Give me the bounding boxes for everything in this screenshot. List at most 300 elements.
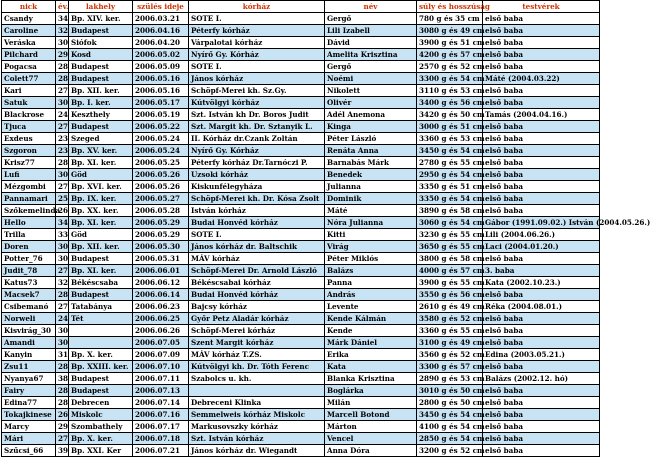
baby-name-cell: Boglárka	[325, 385, 417, 397]
birth-date-cell: 2006.07.09	[133, 349, 189, 361]
nick-header: nick	[2, 1, 56, 13]
residence-cell: Bp. XIV. ker.	[69, 13, 133, 25]
age-cell: 28	[56, 385, 69, 397]
siblings-header: testvérek	[483, 1, 600, 13]
birth-date-cell: 2006.05.24	[133, 133, 189, 145]
hospital-header: kórház	[189, 1, 325, 13]
baby-name-cell: Balázs	[325, 265, 417, 277]
residence-cell: Budapest	[69, 25, 133, 37]
table-row	[2, 145, 600, 157]
age-cell: 27	[56, 181, 69, 193]
birth-date-cell: 2006.07.10	[133, 361, 189, 373]
hospital-cell: Békéscsabai kórház	[189, 277, 325, 289]
table-row	[2, 253, 600, 265]
siblings-cell: Balázs (2002.12. hó)	[483, 373, 600, 385]
nick-cell: Tjuca	[2, 121, 56, 133]
residence-cell: Budapest	[69, 253, 133, 265]
hospital-cell	[189, 385, 325, 397]
hospital-cell: II. Kórház dr.Czank Zoltán	[189, 133, 325, 145]
siblings-cell: első baba	[483, 253, 600, 265]
age-cell: 30	[56, 169, 69, 181]
baby-name-cell: Márton	[325, 421, 417, 433]
hospital-cell: SOTE I.	[189, 61, 325, 73]
residence-cell: Békéscsaba	[69, 277, 133, 289]
table-row	[2, 301, 600, 313]
baby-name-cell: Noémi	[325, 73, 417, 85]
age-cell: 27	[56, 85, 69, 97]
weight-length-cell: 3360 g és 55 cm	[417, 325, 483, 337]
weight-length-cell: 3110 g és 53 cm	[417, 85, 483, 97]
hospital-cell: János kórház dr. Baltschik	[189, 241, 325, 253]
table-row	[2, 181, 600, 193]
age-cell: 33	[56, 229, 69, 241]
nick-cell: Szgoron	[2, 145, 56, 157]
age-cell: 28	[56, 61, 69, 73]
residence-cell: Budapest	[69, 73, 133, 85]
birth-date-cell: 2006.05.29	[133, 229, 189, 241]
baby-name-cell: Adél Anemona	[325, 109, 417, 121]
age-cell: 30	[56, 241, 69, 253]
nick-cell: Macsek7	[2, 289, 56, 301]
table-row	[2, 121, 600, 133]
hospital-cell: Schöpf-Merei kórház	[189, 325, 325, 337]
birth-date-cell: 2006.05.28	[133, 205, 189, 217]
weight-length-cell: 3080 g és 49 cm	[417, 25, 483, 37]
weight-length-cell: 3000 g és 51 cm	[417, 121, 483, 133]
residence-cell: Bp. XX. ker.	[69, 205, 133, 217]
hospital-cell: Várpalotai kórház	[189, 37, 325, 49]
age-cell: 30	[56, 253, 69, 265]
siblings-cell: első baba	[483, 97, 600, 109]
residence-cell: Bp. XI. ker.	[69, 157, 133, 169]
hospital-cell: MÁV kórház T.ZS.	[189, 349, 325, 361]
nick-cell: Mézgombi	[2, 181, 56, 193]
table-row	[2, 421, 600, 433]
residence-cell: Keszthely	[69, 109, 133, 121]
nick-cell: Csandy	[2, 13, 56, 25]
nick-cell: Nyanya67	[2, 373, 56, 385]
birth-date-cell: 2006.03.21	[133, 13, 189, 25]
nick-cell: Kari	[2, 85, 56, 97]
baby-name-cell: Dominik	[325, 193, 417, 205]
age-cell: 28	[56, 73, 69, 85]
hospital-cell: Semmelweis kórház Miskolc	[189, 409, 325, 421]
siblings-cell: első baba	[483, 433, 600, 445]
age-cell: 23	[56, 145, 69, 157]
residence-cell: Göd	[69, 229, 133, 241]
age-header: év.	[56, 1, 69, 13]
siblings-cell: Lili (2004.06.26.)	[483, 229, 600, 241]
baby-name-cell: Nóra Julianna	[325, 217, 417, 229]
siblings-cell: első baba	[483, 169, 600, 181]
birth-date-cell: 2006.05.31	[133, 253, 189, 265]
birth-date-cell: 2006.05.27	[133, 193, 189, 205]
siblings-cell: első baba	[483, 181, 600, 193]
siblings-cell: első baba	[483, 385, 600, 397]
residence-cell: Bp. XII. ker.	[69, 241, 133, 253]
births-table	[1, 0, 650, 457]
baby-name-cell: Benedek	[325, 169, 417, 181]
hospital-cell: Péterfy kórház	[189, 25, 325, 37]
table-row	[2, 445, 600, 457]
nick-cell: Lufi	[2, 169, 56, 181]
nick-cell: Trilla	[2, 229, 56, 241]
baby-name-cell: Máté	[325, 205, 417, 217]
table-row	[2, 85, 600, 97]
residence-cell	[69, 325, 133, 337]
age-cell: 31	[56, 349, 69, 361]
table-row	[2, 157, 600, 169]
siblings-cell: Tamás (2004.04.16.)	[483, 109, 600, 121]
siblings-cell: Kata (2002.10.23.)	[483, 277, 600, 289]
siblings-cell: Laci (2004.01.20.)	[483, 241, 600, 253]
birth-date-cell: 2006.05.26	[133, 169, 189, 181]
birth-date-cell: 2006.07.16	[133, 409, 189, 421]
baby-name-cell: Virág	[325, 241, 417, 253]
nick-cell: Mári	[2, 433, 56, 445]
hospital-cell: Kiskunfélegyháza	[189, 181, 325, 193]
weight-length-cell: 2890 g és 53 cm	[417, 373, 483, 385]
weight-length-cell: 2570 g és 52 cm	[417, 61, 483, 73]
residence-cell: Miskolc	[69, 409, 133, 421]
baby-name-cell: Kinga	[325, 121, 417, 133]
nick-cell: Krisz77	[2, 157, 56, 169]
age-cell: 39	[56, 445, 69, 457]
hospital-cell: Schöpf-Merei Dr. Arnold László	[189, 265, 325, 277]
birth-date-cell: 2006.07.11	[133, 373, 189, 385]
baby-name-header: név	[325, 1, 417, 13]
weight-length-cell: 3900 g és 51 cm	[417, 37, 483, 49]
siblings-cell: első baba	[483, 121, 600, 133]
hospital-cell: Péterfy kórház Dr.Tarnóczi P.	[189, 157, 325, 169]
weight-length-cell: 3550 g és 56 cm	[417, 289, 483, 301]
nick-cell: Colett77	[2, 73, 56, 85]
age-cell: 28	[56, 361, 69, 373]
hospital-cell: Budai Honvéd kórház	[189, 289, 325, 301]
weight-length-cell: 3560 g és 52 cm	[417, 349, 483, 361]
nick-cell: Pilchard	[2, 49, 56, 61]
siblings-cell: első baba	[483, 13, 600, 25]
weight-length-cell: 3200 g és 52 cm	[417, 445, 483, 457]
table-row	[2, 133, 600, 145]
age-cell: 29	[56, 421, 69, 433]
weight-length-cell: 3890 g és 58 cm	[417, 205, 483, 217]
baby-name-cell: Marcell Botond	[325, 409, 417, 421]
baby-name-cell: Kende Kálmán	[325, 313, 417, 325]
birth-date-cell: 2006.04.16	[133, 25, 189, 37]
weight-length-cell: 3450 g és 54 cm	[417, 145, 483, 157]
residence-cell: Bp. XV. ker.	[69, 145, 133, 157]
table-row	[2, 13, 600, 25]
siblings-cell: Gábor (1991.09.02.) István (2004.05.26.)	[483, 217, 600, 229]
siblings-cell: első baba	[483, 409, 600, 421]
age-cell: 30	[56, 325, 69, 337]
age-cell: 24	[56, 109, 69, 121]
weight-length-cell: 3650 g és 55 cm	[417, 241, 483, 253]
table-row	[2, 373, 600, 385]
baby-name-cell: Gergő	[325, 61, 417, 73]
siblings-cell: első baba	[483, 205, 600, 217]
hospital-cell: Debreceni Klinka	[189, 397, 325, 409]
hospital-cell: Kútvölgyi kórház	[189, 97, 325, 109]
siblings-cell: első baba	[483, 25, 600, 37]
weight-length-cell: 3300 g és 57 cm	[417, 361, 483, 373]
baby-name-cell: Péter László	[325, 133, 417, 145]
birth-date-cell: 2006.05.16	[133, 73, 189, 85]
weight-length-cell: 3350 g és 51 cm	[417, 181, 483, 193]
hospital-cell: Szt. István kórház	[189, 433, 325, 445]
birth-date-cell: 2006.05.19	[133, 109, 189, 121]
weight-length-cell: 3420 g és 50 cm	[417, 109, 483, 121]
birth-date-cell: 2006.07.18	[133, 433, 189, 445]
residence-cell: Budapest	[69, 373, 133, 385]
nick-cell: Potter_76	[2, 253, 56, 265]
residence-cell: Bp. IX. ker.	[69, 193, 133, 205]
table-row	[2, 169, 600, 181]
nick-cell: Fairy	[2, 385, 56, 397]
table-row	[2, 337, 600, 349]
siblings-cell: első baba	[483, 61, 600, 73]
residence-cell: Debrecen	[69, 397, 133, 409]
age-cell: 32	[56, 25, 69, 37]
age-cell: 28	[56, 157, 69, 169]
hospital-cell: Szt. István kh Dr. Boros Judit	[189, 109, 325, 121]
weight-length-cell: 3100 g és 49 cm	[417, 337, 483, 349]
hospital-cell: Schöpf-Merei kh. Dr. Kósa Zsolt	[189, 193, 325, 205]
birth-date-cell: 2006.05.30	[133, 241, 189, 253]
baby-name-cell: Anna Dóra	[325, 445, 417, 457]
hospital-cell: Győr Petz Aladár kórház	[189, 313, 325, 325]
birth-date-cell: 2006.06.26	[133, 325, 189, 337]
weight-length-cell: 4000 g és 57 cm	[417, 265, 483, 277]
nick-cell: Marcy	[2, 421, 56, 433]
baby-name-cell: Erika	[325, 349, 417, 361]
age-cell: 27	[56, 265, 69, 277]
table-row	[2, 313, 600, 325]
table-row	[2, 49, 600, 61]
residence-cell: Bp. XI. ker.	[69, 265, 133, 277]
age-cell: 30	[56, 97, 69, 109]
birth-date-cell: 2006.06.14	[133, 289, 189, 301]
birth-date-cell: 2006.06.23	[133, 301, 189, 313]
nick-cell: Blackrose	[2, 109, 56, 121]
table-row	[2, 205, 600, 217]
baby-name-cell: Panna	[325, 277, 417, 289]
birth-date-cell: 2006.04.20	[133, 37, 189, 49]
nick-cell: Tokajkinese	[2, 409, 56, 421]
hospital-cell: SOTE I.	[189, 229, 325, 241]
table-row	[2, 193, 600, 205]
table-row	[2, 385, 600, 397]
baby-name-cell: Dávid	[325, 37, 417, 49]
table-row	[2, 433, 600, 445]
residence-cell: Budapest	[69, 289, 133, 301]
residence-cell: Budapest	[69, 385, 133, 397]
birth-date-cell: 2006.05.02	[133, 49, 189, 61]
siblings-cell: első baba	[483, 37, 600, 49]
table-body	[2, 13, 650, 457]
table-row	[2, 289, 600, 301]
siblings-cell: első baba	[483, 157, 600, 169]
table-row	[2, 349, 600, 361]
residence-cell: Szeged	[69, 133, 133, 145]
residence-cell: Szombathely	[69, 421, 133, 433]
baby-name-cell: Renáta Anna	[325, 145, 417, 157]
siblings-cell: első baba	[483, 289, 600, 301]
age-cell: 27	[56, 301, 69, 313]
birth-date-cell: 2006.07.21	[133, 445, 189, 457]
birth-date-cell: 2006.07.13	[133, 385, 189, 397]
hospital-cell: János kórház dr. Wiegandt	[189, 445, 325, 457]
residence-cell: Budapest	[69, 121, 133, 133]
siblings-cell: első baba	[483, 397, 600, 409]
weight-length-cell: 3010 g és 50 cm	[417, 385, 483, 397]
birth-date-cell: 2006.05.16	[133, 85, 189, 97]
baby-name-cell: Lili Izabell	[325, 25, 417, 37]
weight-length-cell: 3900 g és 55 cm	[417, 277, 483, 289]
siblings-cell: első baba	[483, 193, 600, 205]
table-row	[2, 229, 600, 241]
nick-cell: Katus73	[2, 277, 56, 289]
siblings-cell: első baba	[483, 361, 600, 373]
hospital-cell: Szabolcs u. kh.	[189, 373, 325, 385]
nick-cell: Szőkemelinda	[2, 205, 56, 217]
residence-cell: Bp. XXIII. ker.	[69, 361, 133, 373]
weight-length-cell: 780 g és 35 cm	[417, 13, 483, 25]
weight-length-cell: 4100 g és 54 cm	[417, 421, 483, 433]
hospital-cell: Bajcsy kórház	[189, 301, 325, 313]
residence-cell: Tét	[69, 313, 133, 325]
siblings-cell: első baba	[483, 133, 600, 145]
baby-name-cell: Kitti	[325, 229, 417, 241]
weight-length-cell: 3800 g és 58 cm	[417, 253, 483, 265]
siblings-cell: első baba	[483, 445, 600, 457]
birth-date-cell: 2006.06.25	[133, 313, 189, 325]
residence-cell: Bp. XVI. ker.	[69, 181, 133, 193]
table-row	[2, 73, 600, 85]
hospital-cell: Nyírő Gy. Kórház	[189, 145, 325, 157]
baby-name-cell: Barnabás Márk	[325, 157, 417, 169]
age-cell: 24	[56, 313, 69, 325]
baby-name-cell: Kende	[325, 325, 417, 337]
baby-name-cell: Márk Dániel	[325, 337, 417, 349]
age-cell: 38	[56, 373, 69, 385]
weight-length-cell: 3400 g és 56 cm	[417, 97, 483, 109]
birth-date-cell: 2006.07.14	[133, 397, 189, 409]
age-cell: 34	[56, 217, 69, 229]
hospital-cell: Schöpf-Merei kh. Sz.Gy.	[189, 85, 325, 97]
hospital-cell: István kórház	[189, 205, 325, 217]
residence-cell: Siófok	[69, 37, 133, 49]
residence-header: lakhely	[69, 1, 133, 13]
siblings-cell: Réka (2004.08.01.)	[483, 301, 600, 313]
weight-length-cell: 3350 g és 54 cm	[417, 193, 483, 205]
weight-length-cell: 3580 g és 52 cm	[417, 313, 483, 325]
age-cell: 34	[56, 13, 69, 25]
baby-name-cell: Amelita Krisztina	[325, 49, 417, 61]
hospital-cell: Nyírő Gy. Kórház	[189, 49, 325, 61]
hospital-cell: János kórház	[189, 73, 325, 85]
table-row	[2, 37, 600, 49]
nick-cell: Satuk	[2, 97, 56, 109]
birth-date-cell: 2006.06.01	[133, 265, 189, 277]
nick-cell: Veráska	[2, 37, 56, 49]
birth-date-cell: 2006.07.05	[133, 337, 189, 349]
baby-name-cell: Olivér	[325, 97, 417, 109]
birth-date-cell: 2006.05.25	[133, 157, 189, 169]
residence-cell: Tatabánya	[69, 301, 133, 313]
age-cell: 29	[56, 49, 69, 61]
birth-date-cell: 2006.05.22	[133, 121, 189, 133]
hospital-cell: MÁV kórház	[189, 253, 325, 265]
age-cell: 28	[56, 289, 69, 301]
nick-cell: Judit_78	[2, 265, 56, 277]
nick-cell: Doren	[2, 241, 56, 253]
residence-cell	[69, 337, 133, 349]
age-cell: 28	[56, 397, 69, 409]
residence-cell: Bp. XII. ker.	[69, 85, 133, 97]
age-cell: 30	[56, 37, 69, 49]
nick-cell: Kanyin	[2, 349, 56, 361]
baby-name-cell: Gergő	[325, 13, 417, 25]
siblings-cell: első baba	[483, 313, 600, 325]
weight-length-header: súly és hosszúság	[417, 1, 483, 13]
birth-date-cell: 2006.07.17	[133, 421, 189, 433]
age-cell: 26	[56, 409, 69, 421]
nick-cell: Kisvirág_30	[2, 325, 56, 337]
birth-date-cell: 2006.05.26	[133, 181, 189, 193]
residence-cell: Bp. I. ker.	[69, 97, 133, 109]
baby-name-cell: Blanka Krisztina	[325, 373, 417, 385]
header-row	[2, 1, 600, 13]
siblings-cell: első baba	[483, 49, 600, 61]
birth-date-cell: 2006.05.17	[133, 97, 189, 109]
nick-cell: Exdeus	[2, 133, 56, 145]
birth-date-cell: 2006.05.24	[133, 145, 189, 157]
age-cell: 26	[56, 205, 69, 217]
birth-date-header: szülés ideje	[133, 1, 189, 13]
nick-cell: Caroline	[2, 25, 56, 37]
weight-length-cell: 2950 g és 54 cm	[417, 169, 483, 181]
weight-length-cell: 3230 g és 55 cm	[417, 229, 483, 241]
siblings-cell: első baba	[483, 421, 600, 433]
weight-length-cell: 3360 g és 53 cm	[417, 133, 483, 145]
table-row	[2, 277, 600, 289]
table-row	[2, 361, 600, 373]
nick-cell: Pogacsa	[2, 61, 56, 73]
baby-name-cell: Milán	[325, 397, 417, 409]
weight-length-cell: 3060 g és 54 cm	[417, 217, 483, 229]
weight-length-cell: 2780 g és 55 cm	[417, 157, 483, 169]
weight-length-cell: 3300 g és 54 cm	[417, 73, 483, 85]
residence-cell: Bp. X. ker.	[69, 433, 133, 445]
residence-cell: Bp. XXI. Ker	[69, 445, 133, 457]
weight-length-cell: 3450 g és 54 cm	[417, 409, 483, 421]
hospital-cell: Markusovszky kórház	[189, 421, 325, 433]
baby-name-cell: Levente	[325, 301, 417, 313]
residence-cell: Bp. X. ker.	[69, 349, 133, 361]
residence-cell: Budapest	[69, 61, 133, 73]
nick-cell: Szűcsi_66	[2, 445, 56, 457]
age-cell: 32	[56, 277, 69, 289]
siblings-cell: első baba	[483, 85, 600, 97]
table-row	[2, 397, 600, 409]
baby-name-cell: Kata	[325, 361, 417, 373]
siblings-cell: első baba	[483, 325, 600, 337]
hospital-cell: Szt. Margit kh. Dr. Sztanyik L.	[189, 121, 325, 133]
weight-length-cell: 2610 g és 49 cm	[417, 301, 483, 313]
age-cell: 27	[56, 121, 69, 133]
